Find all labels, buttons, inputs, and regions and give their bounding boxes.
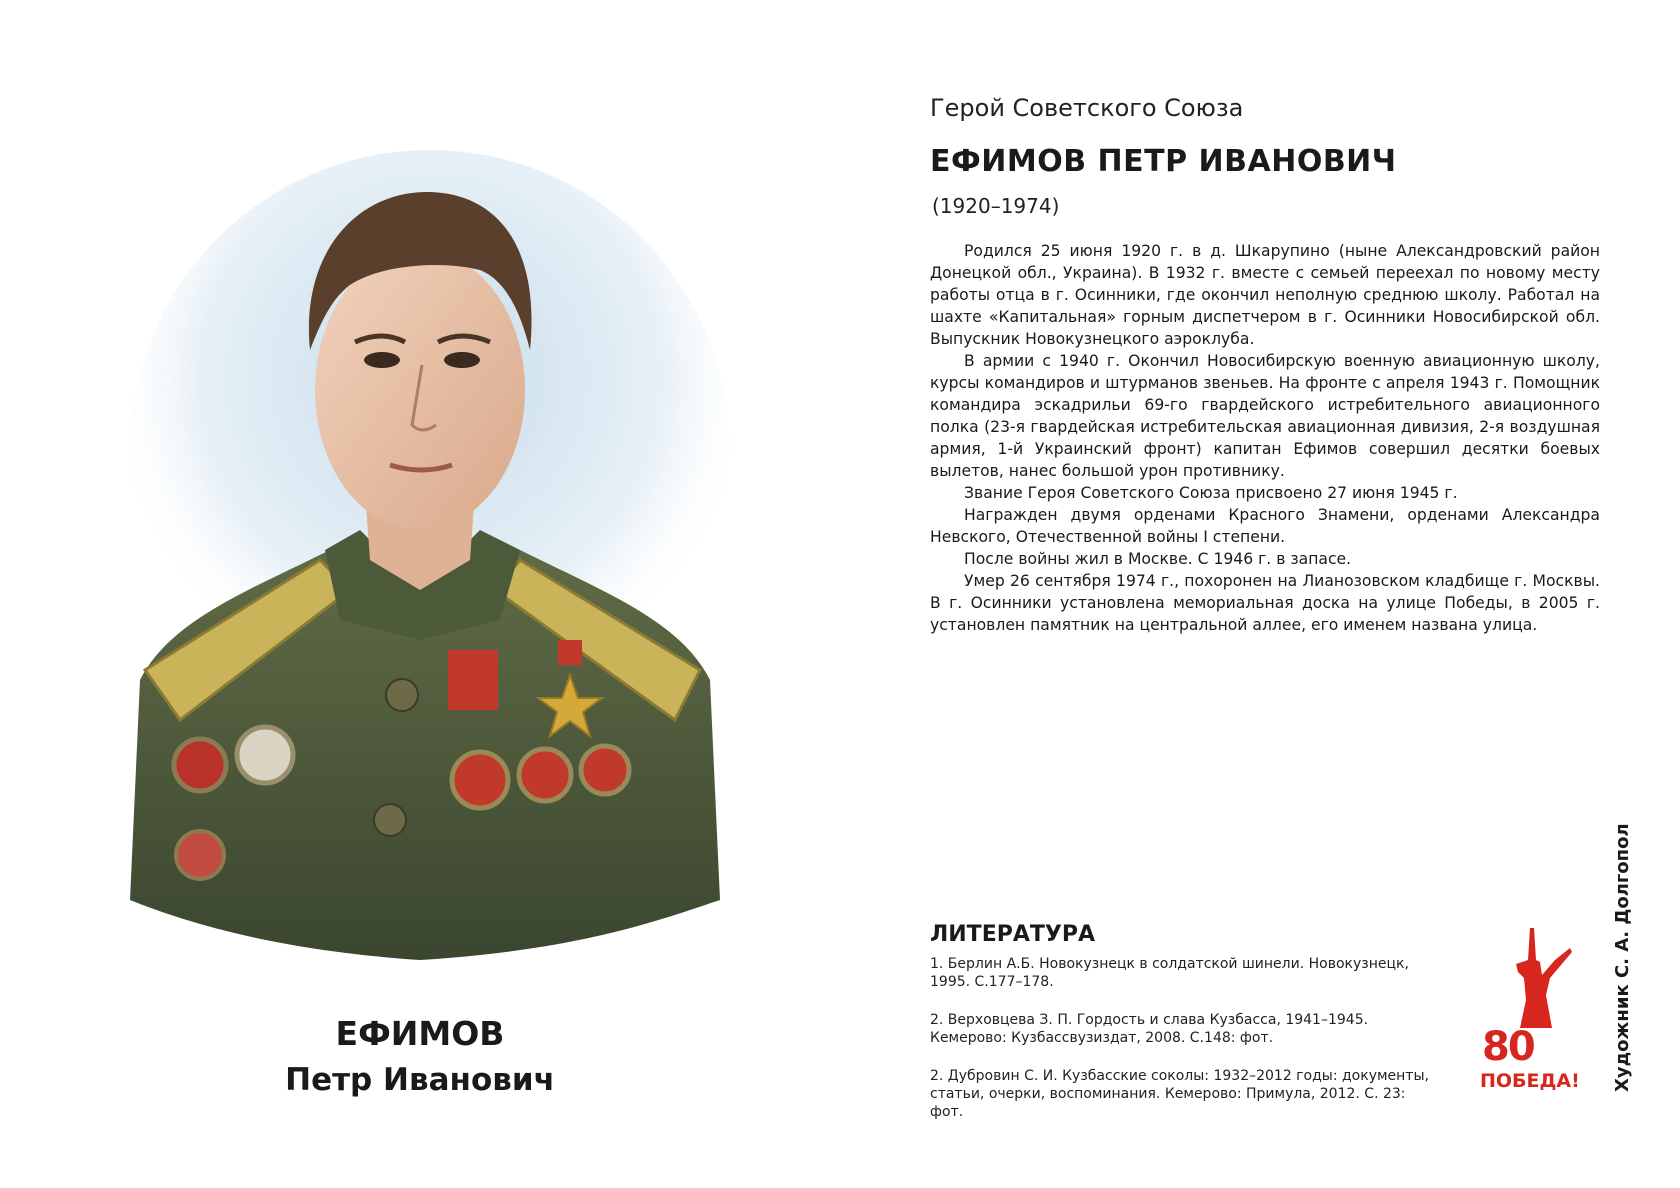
biography-paragraph: Родился 25 июня 1920 г. в д. Шкарупино (ныне Александровский район Донецкой обл., Украина). В 1932 г. вместе с семьей переехал по новому месту работы отца в г. Осинники, где окончил неполную среднюю школу. Работал на шахте «Капитальная» горным диспетчером в г. Осинники Новосибирской обл. Выпускник Новокузнецкого аэроклуба. xyxy=(930,242,1600,348)
literature-item: 2. Дубровин С. И. Кузбасские соколы: 1932–2012 годы: документы, статьи, очерки, воспоминания. Кемерово: Примула, 2012. С. 23: фот. xyxy=(930,1068,1429,1120)
hero-title: Герой Советского Союза xyxy=(930,94,1244,122)
artist-credit: Художник С. А. Долгопол xyxy=(1612,823,1633,1092)
emblem-word: ПОБЕДА! xyxy=(1480,1070,1580,1092)
order-red-banner xyxy=(519,749,571,801)
portrait-caption-given-names: Петр Иванович xyxy=(285,1062,555,1098)
medal-ribbon xyxy=(448,650,498,710)
literature-list xyxy=(930,955,1440,1141)
hero-star-ribbon xyxy=(558,640,582,665)
biography-paragraph: Звание Героя Советского Союза присвоено 27 июня 1945 г. xyxy=(964,484,1458,502)
page-title: ЕФИМОВ ПЕТР ИВАНОВИЧ xyxy=(930,144,1397,179)
motherland-statue-icon xyxy=(1480,920,1590,1030)
biography-paragraph: В армии с 1940 г. Окончил Новосибирскую военную авиационную школу, курсы командиров и штурманов звеньев. На фронте с апреля 1943 г. Помощник командира эскадрильи 69-го гвардейского истребительного авиационного полка (23-я гвардейская истребительская авиационная дивизия, 2-я воздушная армия, 1-й Украинский фронт) капитан Ефимов совершил десятки боевых вылетов, нанес большой урон противнику. xyxy=(930,352,1600,480)
literature-heading: ЛИТЕРАТУРА xyxy=(930,922,1095,947)
order-red-star xyxy=(174,739,226,791)
portrait-illustration xyxy=(100,120,740,970)
button xyxy=(386,679,418,711)
order-alexander-nevsky xyxy=(176,831,224,879)
literature-item: 1. Берлин А.Б. Новокузнецк в солдатской шинели. Новокузнецк, 1995. С.177–178. xyxy=(930,956,1409,990)
victory-80-emblem xyxy=(1480,920,1590,1100)
order-red-banner xyxy=(452,752,508,808)
order-medal xyxy=(581,746,629,794)
biography xyxy=(930,240,1600,636)
literature-item: 2. Верховцева З. П. Гордость и слава Кузбасса, 1941–1945. Кемерово: Кузбассвузиздат, 2008. С.148: фот. xyxy=(930,1012,1369,1046)
left-eye xyxy=(364,352,400,368)
life-years: (1920–1974) xyxy=(932,194,1060,218)
biography-paragraph: После войны жил в Москве. С 1946 г. в запасе. xyxy=(964,550,1352,568)
order-patriotic-war xyxy=(237,727,293,783)
emblem-number: 80 xyxy=(1482,1024,1534,1070)
portrait-caption-surname: ЕФИМОВ xyxy=(335,1014,505,1053)
biography-paragraph: Награжден двумя орденами Красного Знамени, орденами Александра Невского, Отечественной войны I степени. xyxy=(930,506,1600,546)
right-eye xyxy=(444,352,480,368)
face xyxy=(315,250,525,530)
button xyxy=(374,804,406,836)
biography-paragraph: Умер 26 сентября 1974 г., похоронен на Лианозовском кладбище г. Москвы. В г. Осинники установлена мемориальная доска на улице Победы, в 2005 г. установлен памятник на центральной аллее, его именем названа улица. xyxy=(930,572,1600,634)
